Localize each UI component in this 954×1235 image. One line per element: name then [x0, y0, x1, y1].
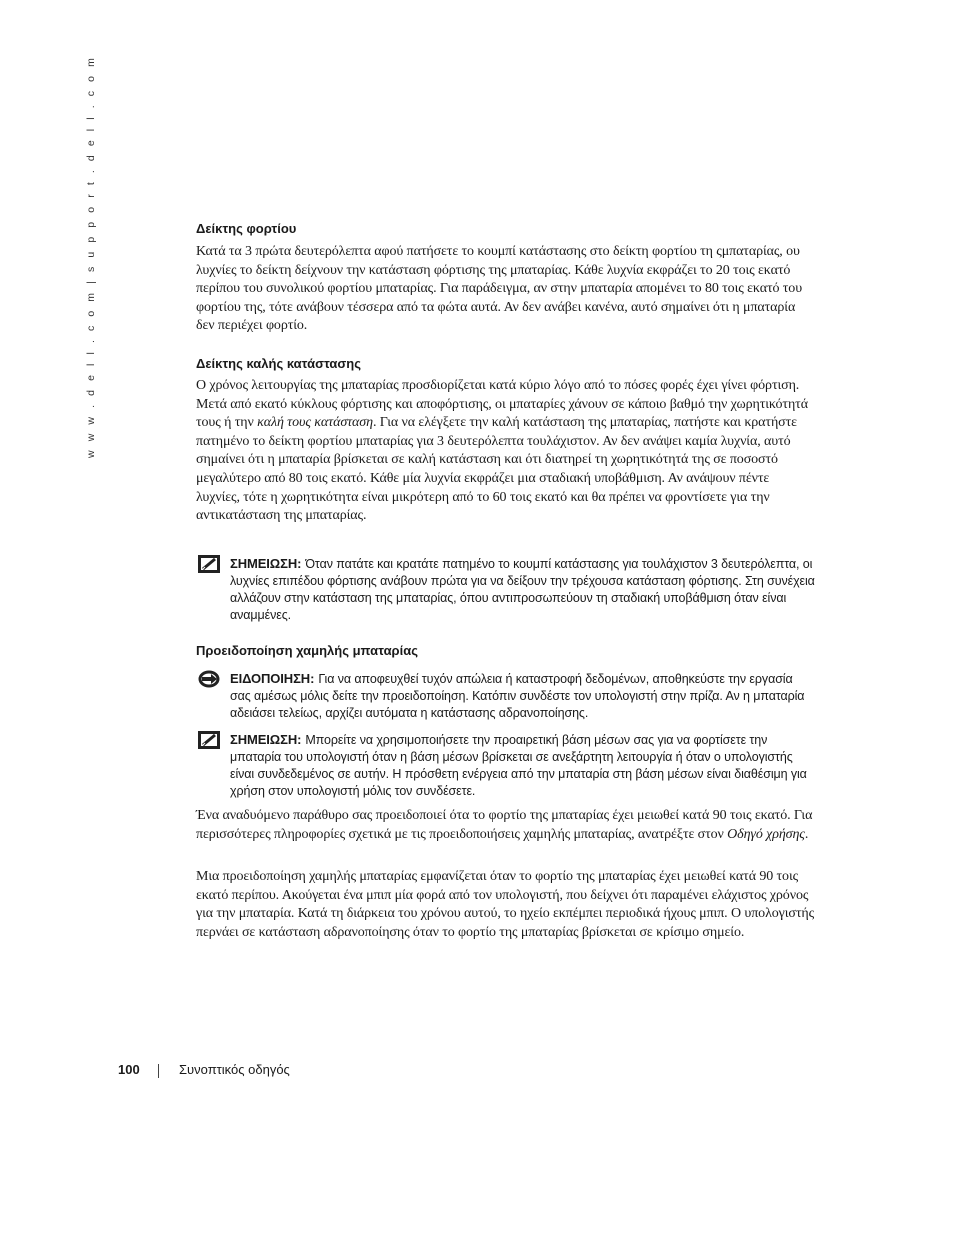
health-italic: καλή τους κατάσταση: [257, 415, 373, 431]
heading-charge-gauge: Δείκτης φορτίου: [196, 221, 297, 236]
paragraph-low-battery-2: Μια προειδοποίηση χαμηλής μπαταρίας εμφανίζεται όταν το φορτίο της μπαταρίας έχει μειωθεί κατά 90 τοις εκατό περίπου. Ακούγεται ένα μπιπ μία φορά από τον υπολογιστή, που δείχνει ότι παραμένει ελάχιστος χρόνος για την μπαταρία. Κατά τη διάρκεια του χρόνου αυτού, το ηχείο εκπέμπει περιοδικά ήχους μπιπ. Ο υπολογιστής περνάει σε κατάσταση αδρανοποίησης όταν το φορτίο της μπαταρίας βρίσκεται σε κρίσιμο σημείο.: [196, 869, 815, 940]
health-text-1: Ο χρόνος λειτουργίας της μπαταρίας προσδιορίζεται κατά κύριο λόγο από το πόσες φορές έχει γίνει φόρτιση. Μετά από εκατό κύκλους φόρτισης και αποφόρτισης, οι μπαταρίες χάνουν σε κάποιο βαθμό την χωρητικότητά τους ή την: [196, 378, 808, 431]
note-low-battery-text: [230, 731, 816, 800]
paragraph-health-gauge: [196, 377, 816, 526]
page-number: 100: [118, 1062, 140, 1077]
footer-title: Συνοπτικός οδηγός: [179, 1062, 290, 1077]
note-pencil-icon: [198, 731, 220, 749]
notice-body: Για να αποφευχθεί τυχόν απώλεια ή καταστροφή δεδομένων, αποθηκεύστε την εργασία σας αμέσως μόλις δείτε την προειδοποίηση. Κατόπιν συνδέστε τον υπολογιστή στην πρίζα. Αν η μπαταρία αδειάσει τελείως, αρχίζει αυτόματα η κατάστασης αδρανοποίησης.: [230, 672, 805, 720]
user-guide-italic: Οδηγό χρήσης: [727, 826, 805, 842]
footer-separator: [158, 1064, 159, 1078]
note-health-gauge: [196, 555, 816, 624]
paragraph-low-battery-1: [196, 807, 816, 844]
notice-arrow-icon: [198, 670, 220, 688]
note-body: Μπορείτε να χρησιμοποιήσετε την προαιρετική βάση μέσων σας για να φορτίσετε την μπαταρία του υπολογιστή όταν η βάση μέσων βρίσκεται σε ανεξάρτητη λειτουργία ή όταν ο υπολογιστής είναι συνδεδεμένος σε αυτήν. Η πρόσθετη ενέργεια από την μπαταρία στη βάση μέσων είναι διαθέσιμη για χρήση στον υπολογιστή μόλις τον συνδέσετε.: [230, 733, 807, 798]
notice-low-battery: [196, 670, 816, 722]
note-label: ΣΗΜΕΙΩΣΗ:: [230, 732, 302, 747]
heading-low-battery: Προειδοποίηση χαμηλής μπαταρίας: [196, 643, 418, 658]
health-text-2: . Για να ελέγξετε την καλή κατάσταση της μπαταρίας, πατήστε και κρατήστε πατημένο το δείκτη φορτίου μπαταρίας για 3 δευτερόλεπτα τουλάχιστον. Αν δεν ανάψει καμία λυχνία, αυτό σημαίνει ότι η μπαταρία βρίσκεται σε καλή κατάσταση και ότι διατηρεί τη χωρητικότητά της σε ποσοστό μεγαλύτερο από 80 τοις εκατό. Κάθε μία λυχνία εκφράζει μια σταδιακή υποβάθμιση. Αν ανάψουν πέντε λυχνίες, τότε η χωρητικότητα είναι μικρότερη από το 60 τοις εκατό και θα πρέπει να φροντίσετε για την αντικατάσταση της μπαταρίας.: [196, 415, 797, 524]
page-footer: [0, 1062, 954, 1082]
low-battery-text-1: Ένα αναδυόμενο παράθυρο σας προειδοποιεί ότα το φορτίο της μπαταρίας έχει μειωθεί κατά 90 τοις εκατό. Για περισσότερες πληροφορίες σχετικά με τις προειδοποιήσεις χαμηλής μπαταρίας, ανατρέξτε στον: [196, 808, 813, 842]
heading-health-gauge: Δείκτης καλής κατάστασης: [196, 356, 362, 371]
note-pencil-icon: [198, 555, 220, 573]
side-url: w w w . d e l l . c o m | s u p p o r t . d e l l . c o m: [85, 55, 97, 458]
notice-label: ΕΙΔΟΠΟΙΗΣΗ:: [230, 671, 315, 686]
paragraph-charge-gauge: Κατά τα 3 πρώτα δευτερόλεπτα αφού πατήσετε το κουμπί κατάστασης στο δείκτη φορτίου τη ςμπαταρίας, ου λυχνίες το δείκτη δείχνουν την κατάσταση φόρτισης της μπαταρίας. Κάθε λυχνία εκφράζει το 20 τοις εκατό περίπου του συνολικού φορτίου μπαταρίας. Για παράδειγμα, αν στην μπαταρία απομένει το 80 τοις εκατό του φορτίου της, τότε ανάβουν τέσσερα από τα φώτα αυτά. Αν δεν ανάβει κανένα, αυτό σημαίνει ότι η μπαταρία δεν περιέχει φορτίο.: [196, 244, 803, 334]
note-label: ΣΗΜΕΙΩΣΗ:: [230, 556, 302, 571]
note-body: Όταν πατάτε και κρατάτε πατημένο το κουμπί κατάστασης για τουλάχιστον 3 δευτερόλεπτα, οι λυχνίες επιπέδου φόρτισης ανάβουν πρώτα για να δείξουν την τρέχουσα κατάσταση φόρτισης. Στη συνέχεια αλλάζουν στην κατάσταση της μπαταρίας, όπου αντιπροσωπεύουν τη σταδιακή υποβάθμιση όταν είναι αναμμένες.: [230, 557, 815, 622]
notice-low-battery-text: [230, 670, 816, 722]
low-battery-text-2: .: [804, 826, 809, 842]
note-health-gauge-text: [230, 555, 816, 624]
note-low-battery: [196, 731, 816, 800]
